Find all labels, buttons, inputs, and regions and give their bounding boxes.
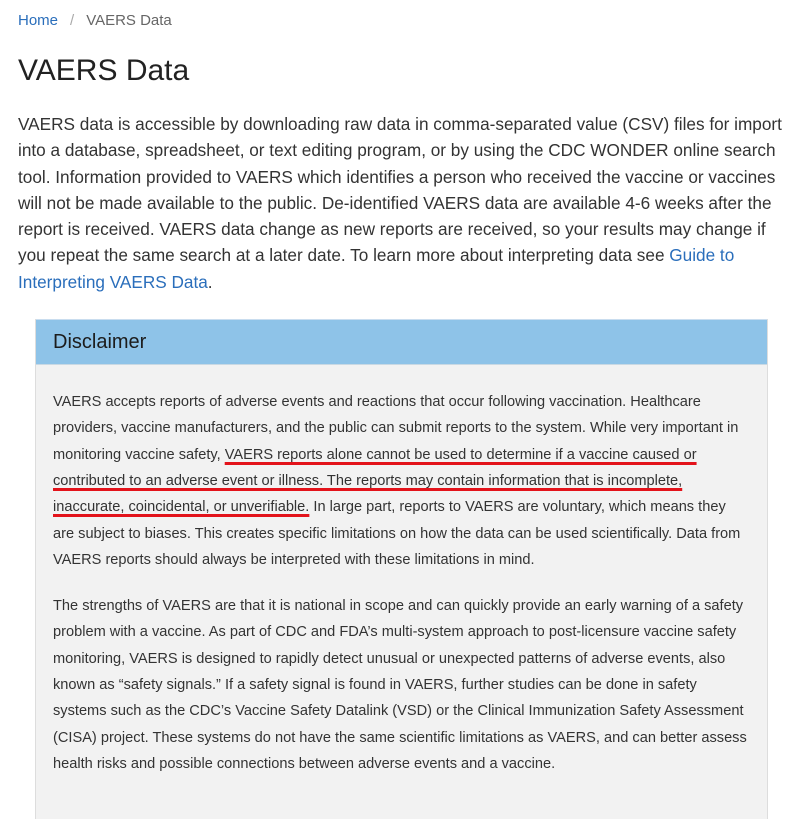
breadcrumb <box>18 10 790 30</box>
intro-paragraph <box>18 111 790 295</box>
disclaimer-title: Disclaimer <box>53 330 147 353</box>
disclaimer-p1-after: In large part, reports to VAERS are voluntary, which means they are subject to biases. This creates specific limitations on how the data can be used scientifically. Data from VAERS reports should always be interpreted with these limitations in mind. <box>53 499 741 568</box>
breadcrumb-separator: / <box>70 11 75 29</box>
intro-end: . <box>207 271 213 292</box>
disclaimer-body <box>36 365 767 777</box>
disclaimer-panel <box>35 319 768 819</box>
disclaimer-highlighted-text: VAERS reports alone cannot be used to determine if a vaccine caused or contributed to an adverse event or illness. The reports may contain information that is incomplete, inaccurate, coincidental, or unverifiable. <box>53 446 697 516</box>
disclaimer-paragraph-1 <box>53 389 750 573</box>
breadcrumb-current: VAERS Data <box>86 11 172 29</box>
page-content <box>0 10 808 819</box>
page-title: VAERS Data <box>18 54 190 87</box>
disclaimer-header <box>36 319 767 365</box>
guide-link[interactable]: Guide to Interpreting VAERS Data <box>18 245 735 292</box>
disclaimer-p1-before: VAERS accepts reports of adverse events and reactions that occur following vaccination. Healthcare providers, vaccine manufacturers, and the public can submit reports to the system. While very important in monitoring vaccine safety, <box>53 394 739 463</box>
intro-text: VAERS data is accessible by downloading raw data in comma-separated value (CSV) files for import into a database, spreadsheet, or text editing program, or by using the CDC WONDER online search tool. Information provided to VAERS which identifies a person who received the vaccine or vaccines will not be made available to the public. De-identified VAERS data are available 4-6 weeks after the report is received. VAERS data change as new reports are received, so your results may change if you repeat the same search at a later date. To learn more about interpreting data see <box>18 114 782 266</box>
disclaimer-paragraph-2: The strengths of VAERS are that it is national in scope and can quickly provide an early warning of a safety problem with a vaccine. As part of CDC and FDA’s multi-system approach to post-licensure vaccine safety monitoring, VAERS is designed to rapidly detect unusual or unexpected patterns of adverse events, also known as “safety signals.” If a safety signal is found in VAERS, further studies can be done in safety systems such as the CDC’s Vaccine Safety Datalink (VSD) or the Clinical Immunization Safety Assessment (CISA) project. These systems do not have the same scientific limitations as VAERS, and can better assess health risks and possible connections between adverse events and a vaccine. <box>53 598 747 772</box>
breadcrumb-home-link[interactable]: Home <box>18 11 59 29</box>
